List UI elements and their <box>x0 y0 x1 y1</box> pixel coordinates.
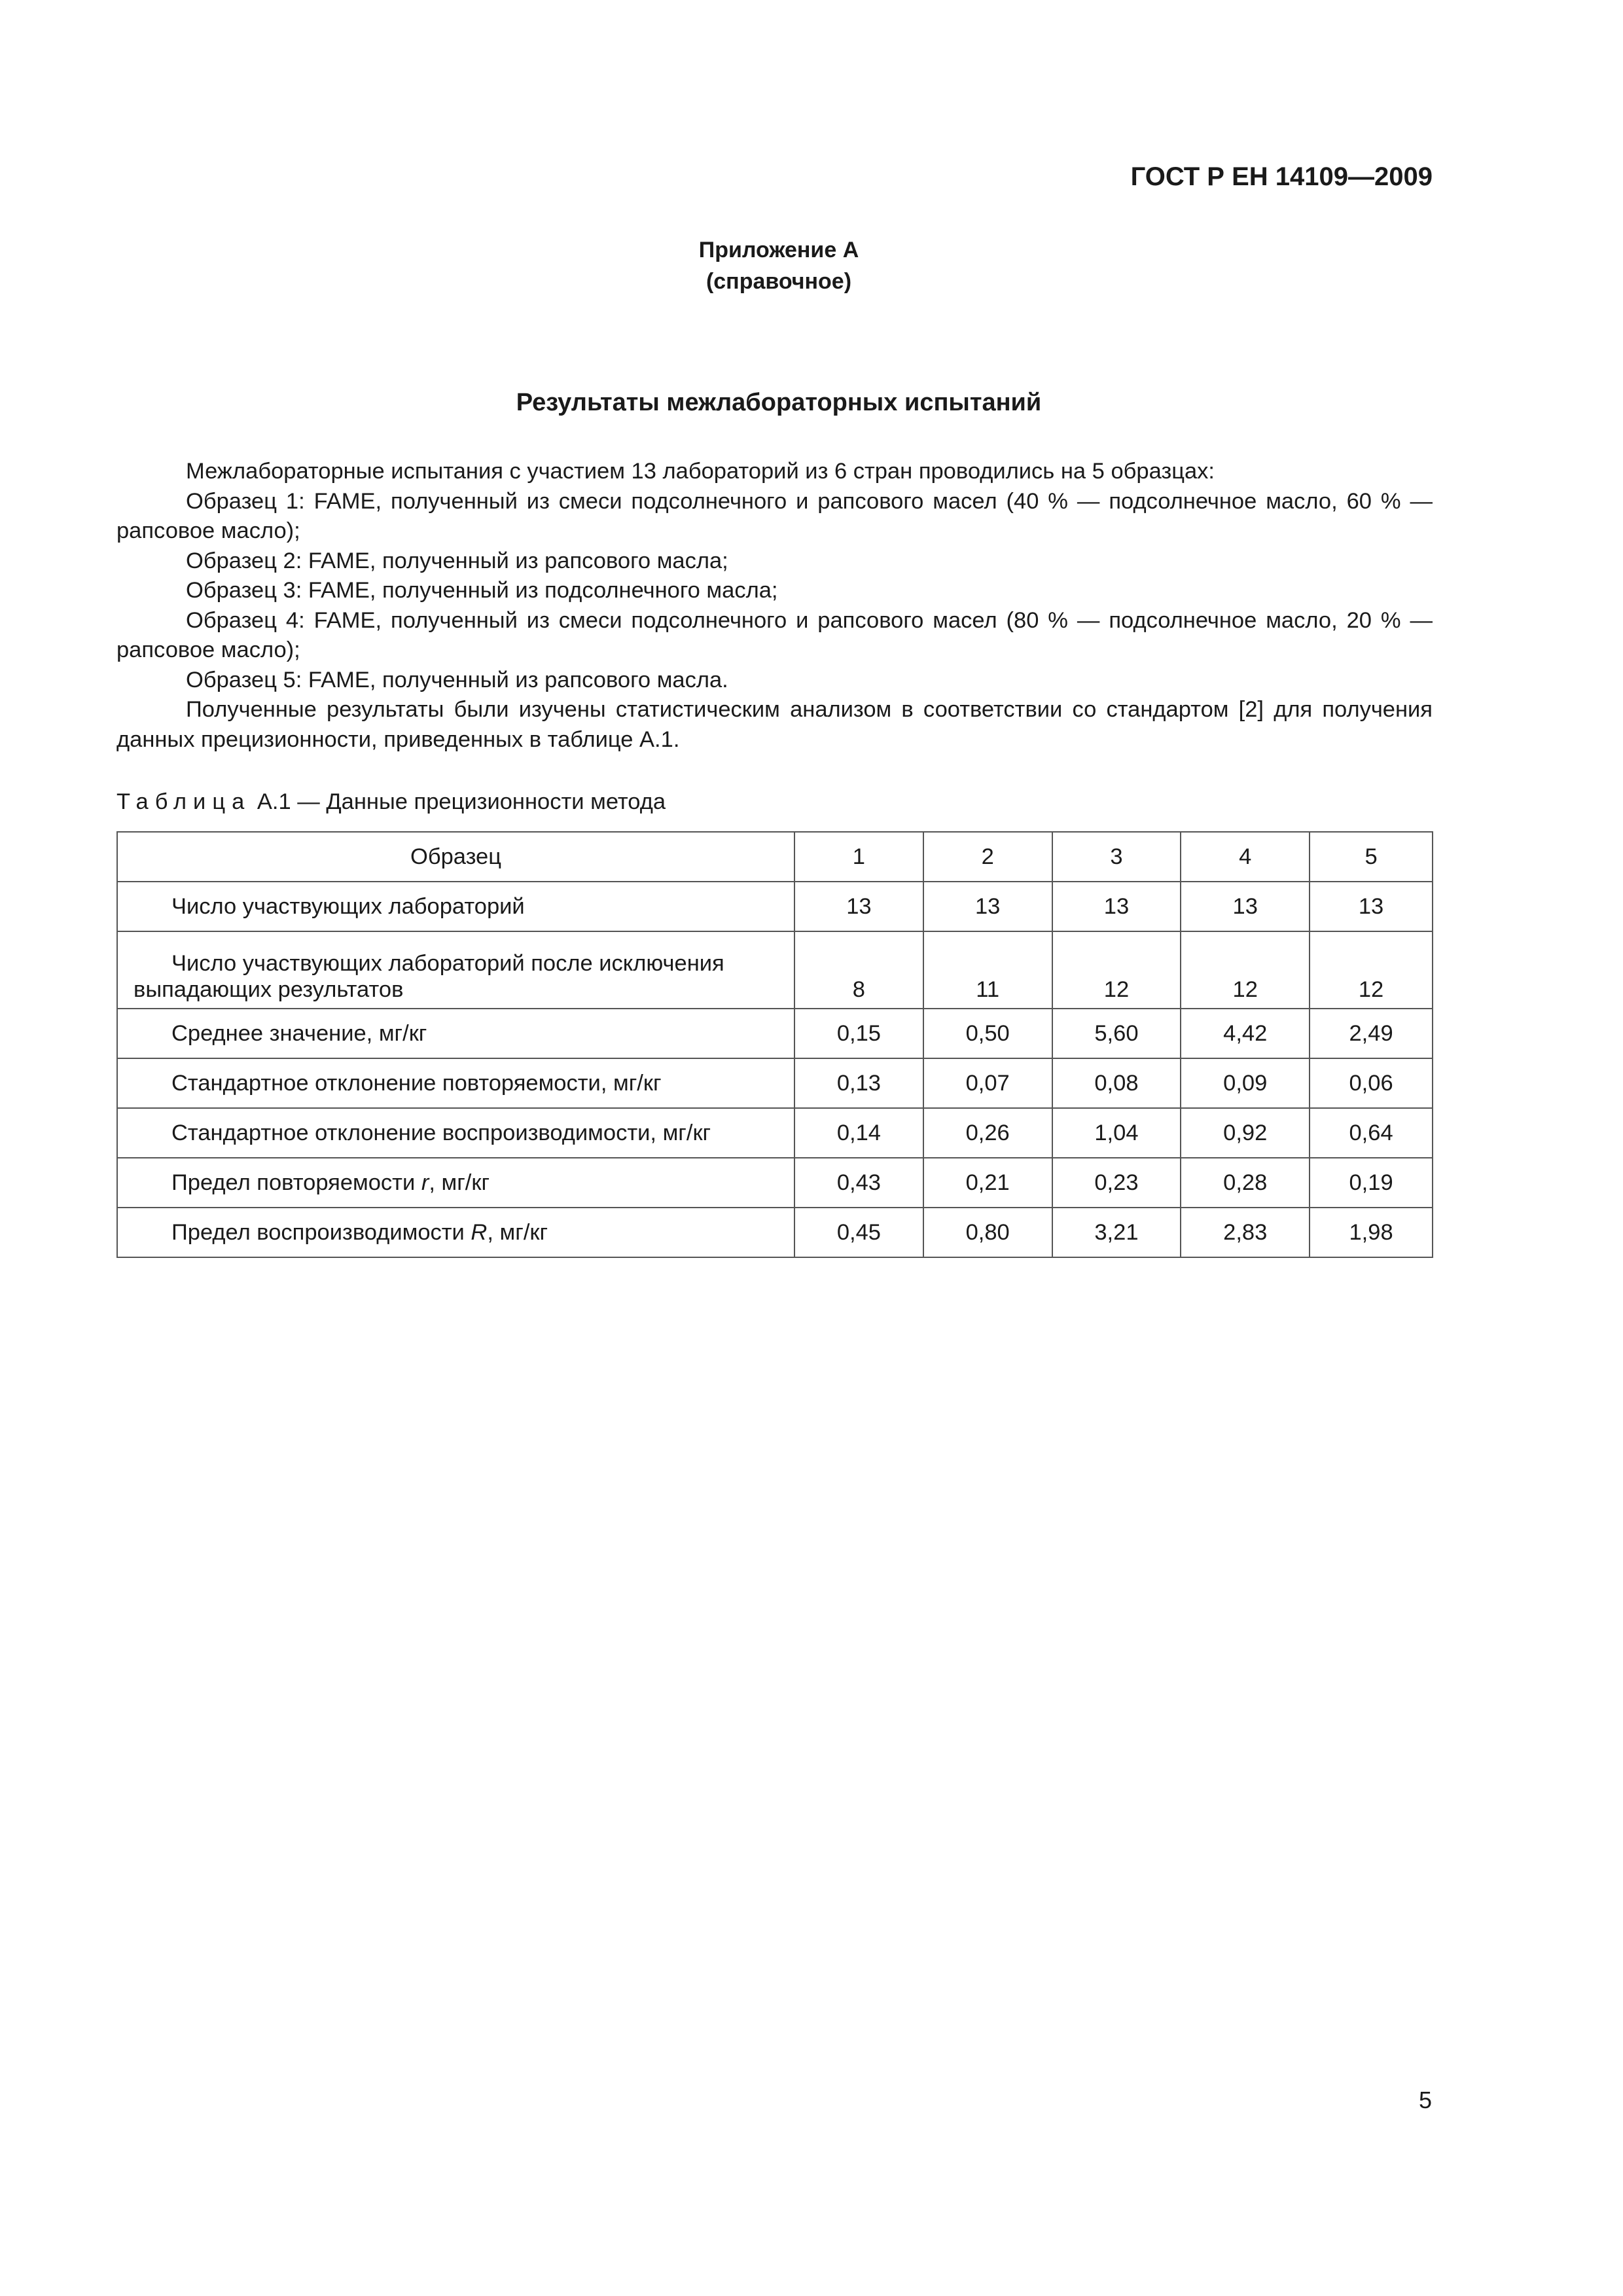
row-label-unit: , мг/кг <box>429 1170 490 1195</box>
sample-5-paragraph: Образец 5: FAME, полученный из рапсового масла. <box>186 667 728 692</box>
table-row <box>117 1009 1433 1058</box>
table-cell: 12 <box>1181 931 1310 1009</box>
table-cell: 8 <box>794 931 923 1009</box>
row-label-variable: r <box>421 1170 429 1195</box>
header-col-5: 5 <box>1310 832 1433 882</box>
table-cell: 0,06 <box>1310 1058 1433 1108</box>
table-cell: 13 <box>1310 882 1433 931</box>
header-sample-label: Образец <box>117 832 794 882</box>
table-header-row <box>117 832 1433 882</box>
table-cell: 0,92 <box>1181 1108 1310 1158</box>
table-cell: 0,19 <box>1310 1158 1433 1208</box>
page-number: 5 <box>1418 2087 1432 2113</box>
table-cell: 0,23 <box>1052 1158 1181 1208</box>
table-cell: 12 <box>1310 931 1433 1009</box>
sample-4-paragraph: Образец 4: FAME, полученный из смеси подсолнечного и рапсового масел (80 % — подсолнечное масло, 20 % — рапсовое масло); <box>116 607 1433 662</box>
table-caption <box>116 789 666 815</box>
row-label <box>117 1208 794 1257</box>
row-label: Стандартное отклонение воспроизводимости, мг/кг <box>117 1108 794 1158</box>
table-cell: 2,83 <box>1181 1208 1310 1257</box>
table-cell: 0,80 <box>923 1208 1052 1257</box>
table-cell: 0,15 <box>794 1009 923 1058</box>
table-cell: 0,21 <box>923 1158 1052 1208</box>
precision-table <box>116 831 1433 1258</box>
header-col-2: 2 <box>923 832 1052 882</box>
table-cell: 13 <box>794 882 923 931</box>
table-cell: 4,42 <box>1181 1009 1310 1058</box>
table-cell: 3,21 <box>1052 1208 1181 1257</box>
table-cell: 0,09 <box>1181 1058 1310 1108</box>
table-cell: 0,14 <box>794 1108 923 1158</box>
table-cell: 13 <box>923 882 1052 931</box>
table-caption-word: Таблица <box>116 789 251 814</box>
intro-paragraph: Межлабораторные испытания с участием 13 лабораторий из 6 стран проводились на 5 образцах: <box>186 459 1215 484</box>
table-row <box>117 1058 1433 1108</box>
row-label <box>117 1158 794 1208</box>
table-cell: 11 <box>923 931 1052 1009</box>
row-label-unit: , мг/кг <box>487 1220 548 1245</box>
header-col-4: 4 <box>1181 832 1310 882</box>
table-cell: 0,07 <box>923 1058 1052 1108</box>
table-row <box>117 931 1433 1009</box>
row-label-variable: R <box>471 1220 488 1245</box>
row-label-text: Предел воспроизводимости <box>171 1220 471 1245</box>
row-label: Стандартное отклонение повторяемости, мг/кг <box>117 1058 794 1108</box>
table-row <box>117 1108 1433 1158</box>
table-cell: 1,04 <box>1052 1108 1181 1158</box>
sample-1-paragraph: Образец 1: FAME, полученный из смеси подсолнечного и рапсового масел (40 % — подсолнечное масло, 60 % — рапсовое масло); <box>116 488 1433 543</box>
row-label-text: Предел повторяемости <box>171 1170 421 1195</box>
row-label: Число участвующих лабораторий <box>117 882 794 931</box>
table-row <box>117 882 1433 931</box>
table-cell: 0,13 <box>794 1058 923 1108</box>
standard-code: ГОСТ Р ЕН 14109—2009 <box>1130 162 1433 191</box>
table-cell: 0,08 <box>1052 1058 1181 1108</box>
table-cell: 5,60 <box>1052 1009 1181 1058</box>
header-col-1: 1 <box>794 832 923 882</box>
row-label: Среднее значение, мг/кг <box>117 1009 794 1058</box>
results-paragraph: Полученные результаты были изучены статистическим анализом в соответствии со стандартом [2] для получения данных прецизионности, приведенных в таблице А.1. <box>116 697 1433 752</box>
table-caption-text: А.1 — Данные прецизионности метода <box>251 789 666 814</box>
table-cell: 0,45 <box>794 1208 923 1257</box>
table-cell: 13 <box>1052 882 1181 931</box>
table-cell: 13 <box>1181 882 1310 931</box>
table-row <box>117 1158 1433 1208</box>
annex-status: (справочное) <box>705 269 852 294</box>
annex-title: Приложение А <box>698 238 859 262</box>
header-col-3: 3 <box>1052 832 1181 882</box>
table-cell: 0,64 <box>1310 1108 1433 1158</box>
table-cell: 0,43 <box>794 1158 923 1208</box>
sample-3-paragraph: Образец 3: FAME, полученный из подсолнечного масла; <box>186 578 778 603</box>
body-text <box>116 457 1433 755</box>
table-cell: 0,26 <box>923 1108 1052 1158</box>
section-title: Результаты межлабораторных испытаний <box>516 389 1042 416</box>
row-label: Число участвующих лабораторий после исключения выпадающих результатов <box>117 931 794 1009</box>
table-cell: 2,49 <box>1310 1009 1433 1058</box>
sample-2-paragraph: Образец 2: FAME, полученный из рапсового масла; <box>186 548 728 573</box>
annex-heading <box>0 234 1558 297</box>
table-cell: 0,28 <box>1181 1158 1310 1208</box>
table-cell: 1,98 <box>1310 1208 1433 1257</box>
table-cell: 12 <box>1052 931 1181 1009</box>
table-cell: 0,50 <box>923 1009 1052 1058</box>
table-row <box>117 1208 1433 1257</box>
